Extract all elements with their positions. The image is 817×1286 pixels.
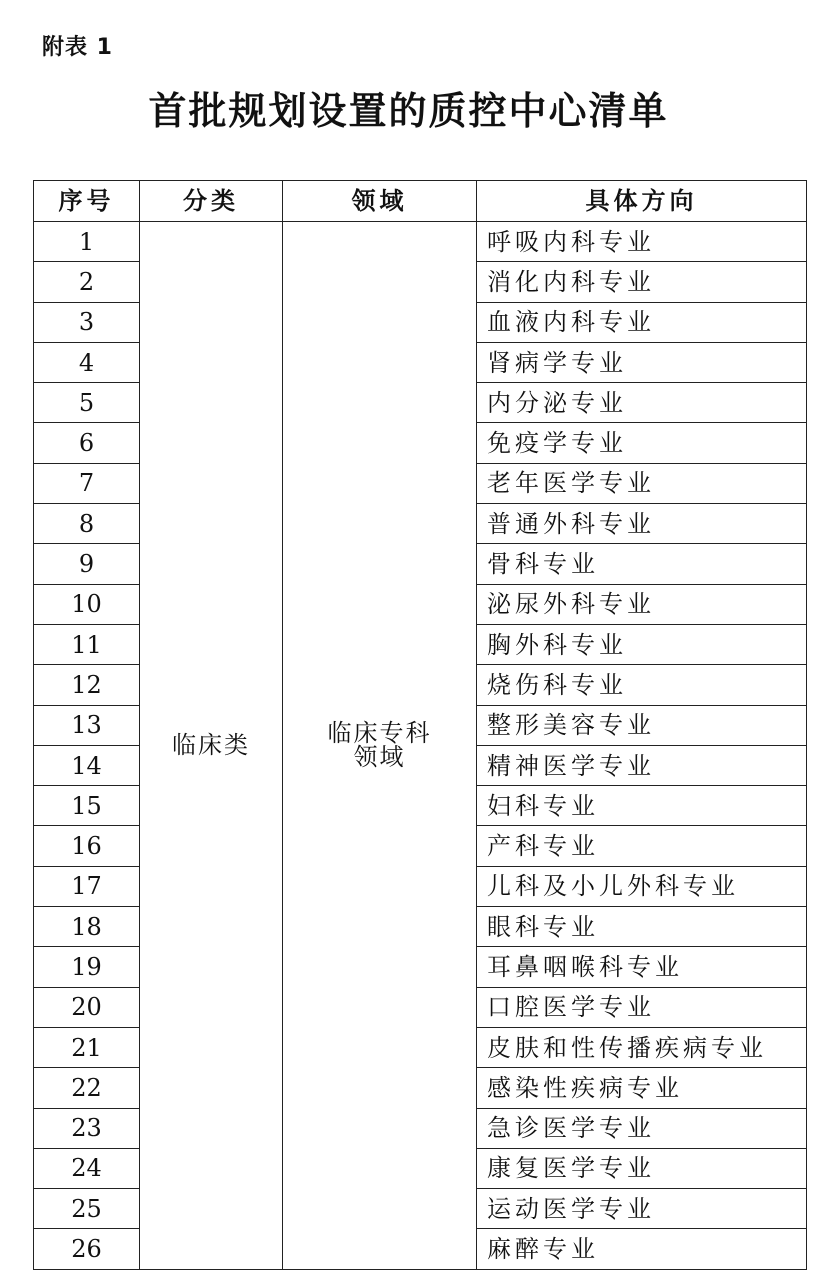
- quality-control-center-table: [33, 180, 807, 1270]
- row-seq: 10: [34, 584, 140, 624]
- row-seq: 13: [34, 705, 140, 745]
- row-seq: 7: [34, 463, 140, 503]
- row-direction: 普通外科专业: [477, 504, 807, 544]
- row-direction: 康复医学专业: [477, 1148, 807, 1188]
- row-direction: 运动医学专业: [477, 1189, 807, 1229]
- row-direction: 免疫学专业: [477, 423, 807, 463]
- row-seq: 24: [34, 1148, 140, 1188]
- row-seq: 17: [34, 866, 140, 906]
- row-seq: 23: [34, 1108, 140, 1148]
- row-seq: 2: [34, 262, 140, 302]
- row-seq: 11: [34, 624, 140, 664]
- row-direction: 精神医学专业: [477, 745, 807, 785]
- row-seq: 3: [34, 302, 140, 342]
- row-seq: 25: [34, 1189, 140, 1229]
- header-category: 分类: [140, 181, 283, 222]
- row-direction: 肾病学专业: [477, 342, 807, 382]
- row-direction: 麻醉专业: [477, 1229, 807, 1269]
- row-seq: 9: [34, 544, 140, 584]
- row-direction: 儿科及小儿外科专业: [477, 866, 807, 906]
- table-body: [34, 222, 807, 1270]
- row-seq: 18: [34, 907, 140, 947]
- row-direction: 消化内科专业: [477, 262, 807, 302]
- row-seq: 4: [34, 342, 140, 382]
- document-title: 首批规划设置的质控中心清单: [148, 89, 669, 133]
- row-direction: 血液内科专业: [477, 302, 807, 342]
- table-row: [34, 222, 807, 262]
- row-direction: 内分泌专业: [477, 383, 807, 423]
- row-seq: 12: [34, 665, 140, 705]
- row-direction: 胸外科专业: [477, 624, 807, 664]
- row-seq: 20: [34, 987, 140, 1027]
- row-seq: 16: [34, 826, 140, 866]
- category-cell: 临床类: [140, 222, 283, 1270]
- header-direction: 具体方向: [477, 181, 807, 222]
- row-seq: 8: [34, 504, 140, 544]
- row-direction: 皮肤和性传播疾病专业: [477, 1027, 807, 1067]
- row-seq: 5: [34, 383, 140, 423]
- row-direction: 急诊医学专业: [477, 1108, 807, 1148]
- row-seq: 19: [34, 947, 140, 987]
- row-direction: 耳鼻咽喉科专业: [477, 947, 807, 987]
- row-seq: 1: [34, 222, 140, 262]
- row-direction: 老年医学专业: [477, 463, 807, 503]
- row-direction: 感染性疾病专业: [477, 1068, 807, 1108]
- row-direction: 妇科专业: [477, 786, 807, 826]
- row-direction: 产科专业: [477, 826, 807, 866]
- header-field: 领域: [283, 181, 477, 222]
- row-direction: 整形美容专业: [477, 705, 807, 745]
- row-seq: 6: [34, 423, 140, 463]
- row-direction: 口腔医学专业: [477, 987, 807, 1027]
- table-header-row: [34, 181, 807, 222]
- row-seq: 15: [34, 786, 140, 826]
- row-direction: 烧伤科专业: [477, 665, 807, 705]
- field-cell: [283, 222, 477, 1270]
- field-label-line-1: 临床专科: [327, 719, 432, 748]
- field-label-line-2: 领域: [353, 743, 406, 772]
- appendix-label: 附表 1: [42, 35, 113, 60]
- row-seq: 21: [34, 1027, 140, 1067]
- row-seq: 14: [34, 745, 140, 785]
- row-direction: 骨科专业: [477, 544, 807, 584]
- row-seq: 26: [34, 1229, 140, 1269]
- header-seq: 序号: [34, 181, 140, 222]
- row-direction: 呼吸内科专业: [477, 222, 807, 262]
- row-direction: 泌尿外科专业: [477, 584, 807, 624]
- row-direction: 眼科专业: [477, 907, 807, 947]
- row-seq: 22: [34, 1068, 140, 1108]
